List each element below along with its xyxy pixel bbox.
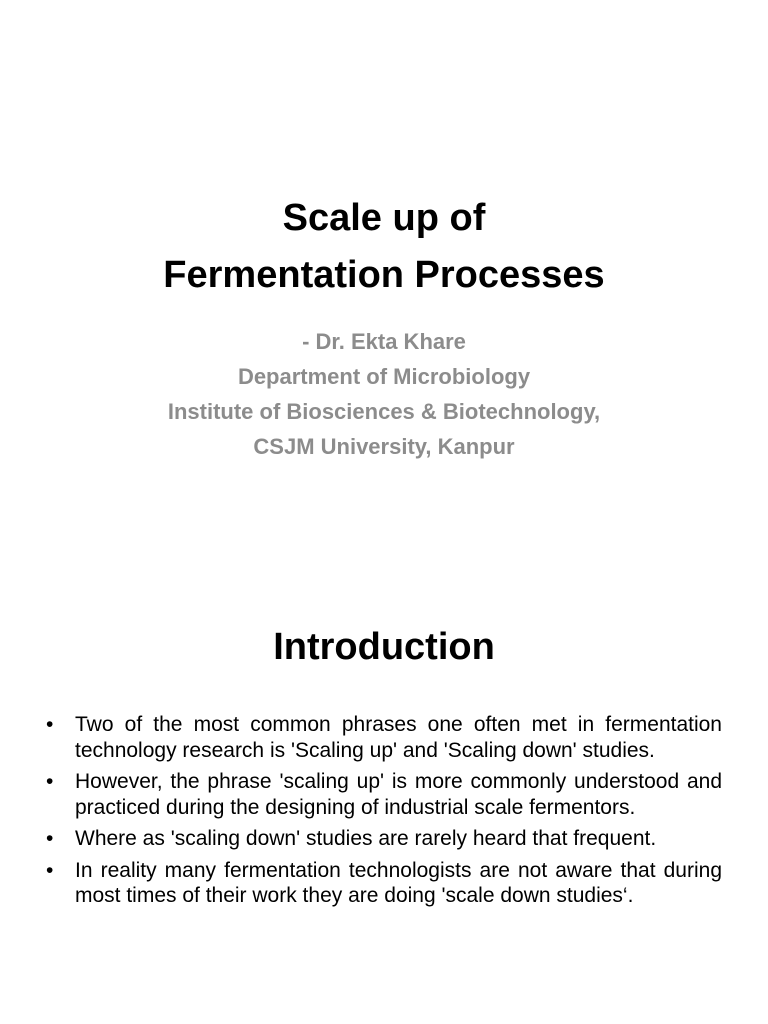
bullet-point-icon: • bbox=[46, 770, 54, 793]
bullet-point-icon: • bbox=[46, 713, 54, 736]
bullet-item bbox=[46, 858, 722, 909]
institute-name: Institute of Biosciences & Biotechnology, bbox=[167, 399, 601, 424]
department-name: Department of Microbiology bbox=[237, 364, 531, 389]
bullet-text: Two of the most common phrases one often met in fermentation technology research is 'Scaling up' and 'Scaling down' studies. bbox=[75, 713, 722, 762]
bullet-text: In reality many fermentation technologists are not aware that during most times of their work they are doing 'scale down studies‘. bbox=[75, 858, 722, 907]
bullet-item bbox=[46, 712, 722, 763]
university-name: CSJM University, Kanpur bbox=[253, 434, 515, 459]
title-line-1: Scale up of bbox=[282, 197, 486, 239]
author-block bbox=[0, 324, 768, 464]
introduction-heading: Introduction bbox=[273, 626, 495, 668]
bullet-list bbox=[46, 712, 722, 915]
bullet-point-icon: • bbox=[46, 827, 54, 850]
bullet-text: However, the phrase 'scaling up' is more commonly understood and practiced during the designing of industrial scale fermentors. bbox=[75, 770, 722, 819]
presentation-title bbox=[0, 190, 768, 304]
bullet-text: Where as 'scaling down' studies are rarely heard that frequent. bbox=[75, 827, 657, 850]
bullet-item bbox=[46, 769, 722, 820]
bullet-point-icon: • bbox=[46, 858, 54, 882]
author-name: - Dr. Ekta Khare bbox=[302, 329, 466, 354]
bullet-item bbox=[46, 826, 722, 852]
introduction-slide bbox=[0, 576, 768, 1024]
title-line-2: Fermentation Processes bbox=[163, 254, 605, 296]
